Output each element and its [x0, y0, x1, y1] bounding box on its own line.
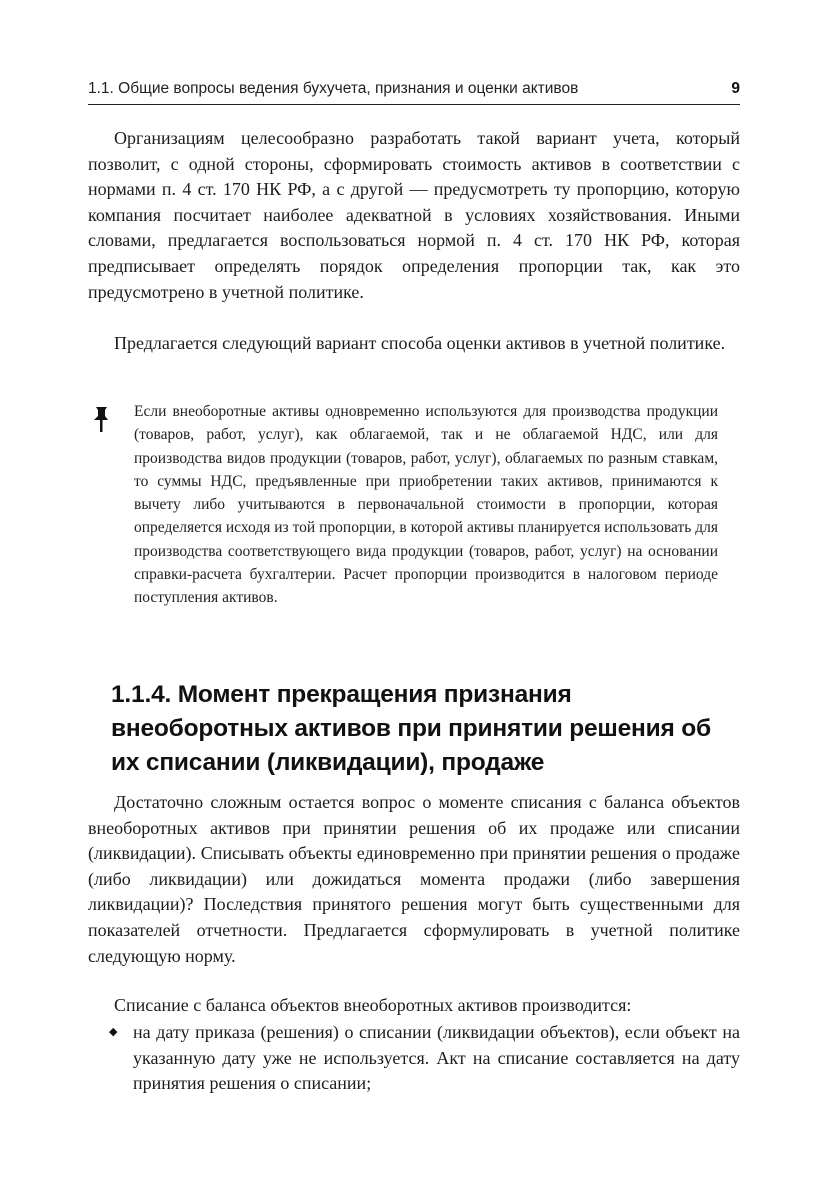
- list-item-text: на дату приказа (решения) о списании (ликвидации объектов), если объект на указанную дату уже не используется. Акт на списание составляется на дату принятия решения о списании;: [133, 1022, 740, 1094]
- running-header: [88, 78, 740, 105]
- paragraph: Организациям целесообразно разработать такой вариант учета, который позволит, с одной стороны, сформировать стоимость активов в соответствии с нормами п. 4 ст. 170 НК РФ, а с другой — предусмотреть ту пропорцию, которую компания посчитает наиболее адекватной в условиях хозяйствования. Иными словами, предлагается воспользоваться нормой п. 4 ст. 170 НК РФ, которая предписывает определять порядок определения пропорции так, как это предусмотрено в учетной политике.: [88, 128, 740, 302]
- diamond-bullet-icon: ◆: [109, 1026, 118, 1038]
- paragraph: Достаточно сложным остается вопрос о моменте списания с баланса объектов внеоборотных активов при принятии решения об их продаже или списании (ликвидации). Списывать объекты единовременно при принятии решения о продаже (либо ликвидации) или дожидаться момента продажи (либо завершения ликвидации)? Последствия принятого решения могут быть существенными для показателей отчетности. Предлагается сформулировать в учетной политике следующую норму.: [88, 792, 740, 966]
- running-title: 1.1. Общие вопросы ведения бухучета, признания и оценки активов: [88, 80, 579, 97]
- page-number: 9: [731, 80, 740, 97]
- section-heading: 1.1.4. Момент прекращения признания внеоборотных активов при принятии решения об их списании (ликвидации), продаже: [111, 681, 711, 776]
- paragraph: Списание с баланса объектов внеоборотных активов производится:: [114, 995, 632, 1015]
- bullet-list: [88, 1020, 740, 1097]
- note-text: Если внеоборотные активы одновременно используются для производства продукции (товаров, работ, услуг), как облагаемой, так и не облагаемой НДС, или для производства видов продукции (товаров, работ, услуг), облагаемых по разным ставкам, то суммы НДС, предъявленные при приобретении таких активов, принимаются к вычету либо учитываются в первоначальной стоимости в пропорции, которая определяется исходя из той пропорции, в которой активы планируется использовать для производства соответствующего вида продукции (товаров, работ, услуг) на основании справки-расчета бухгалтерии. Расчет пропорции производится в налоговом периоде поступления активов.: [134, 403, 718, 607]
- paragraph: Предлагается следующий вариант способа оценки активов в учетной политике.: [114, 333, 726, 353]
- pushpin-icon: [91, 404, 117, 434]
- list-item: [88, 1020, 740, 1097]
